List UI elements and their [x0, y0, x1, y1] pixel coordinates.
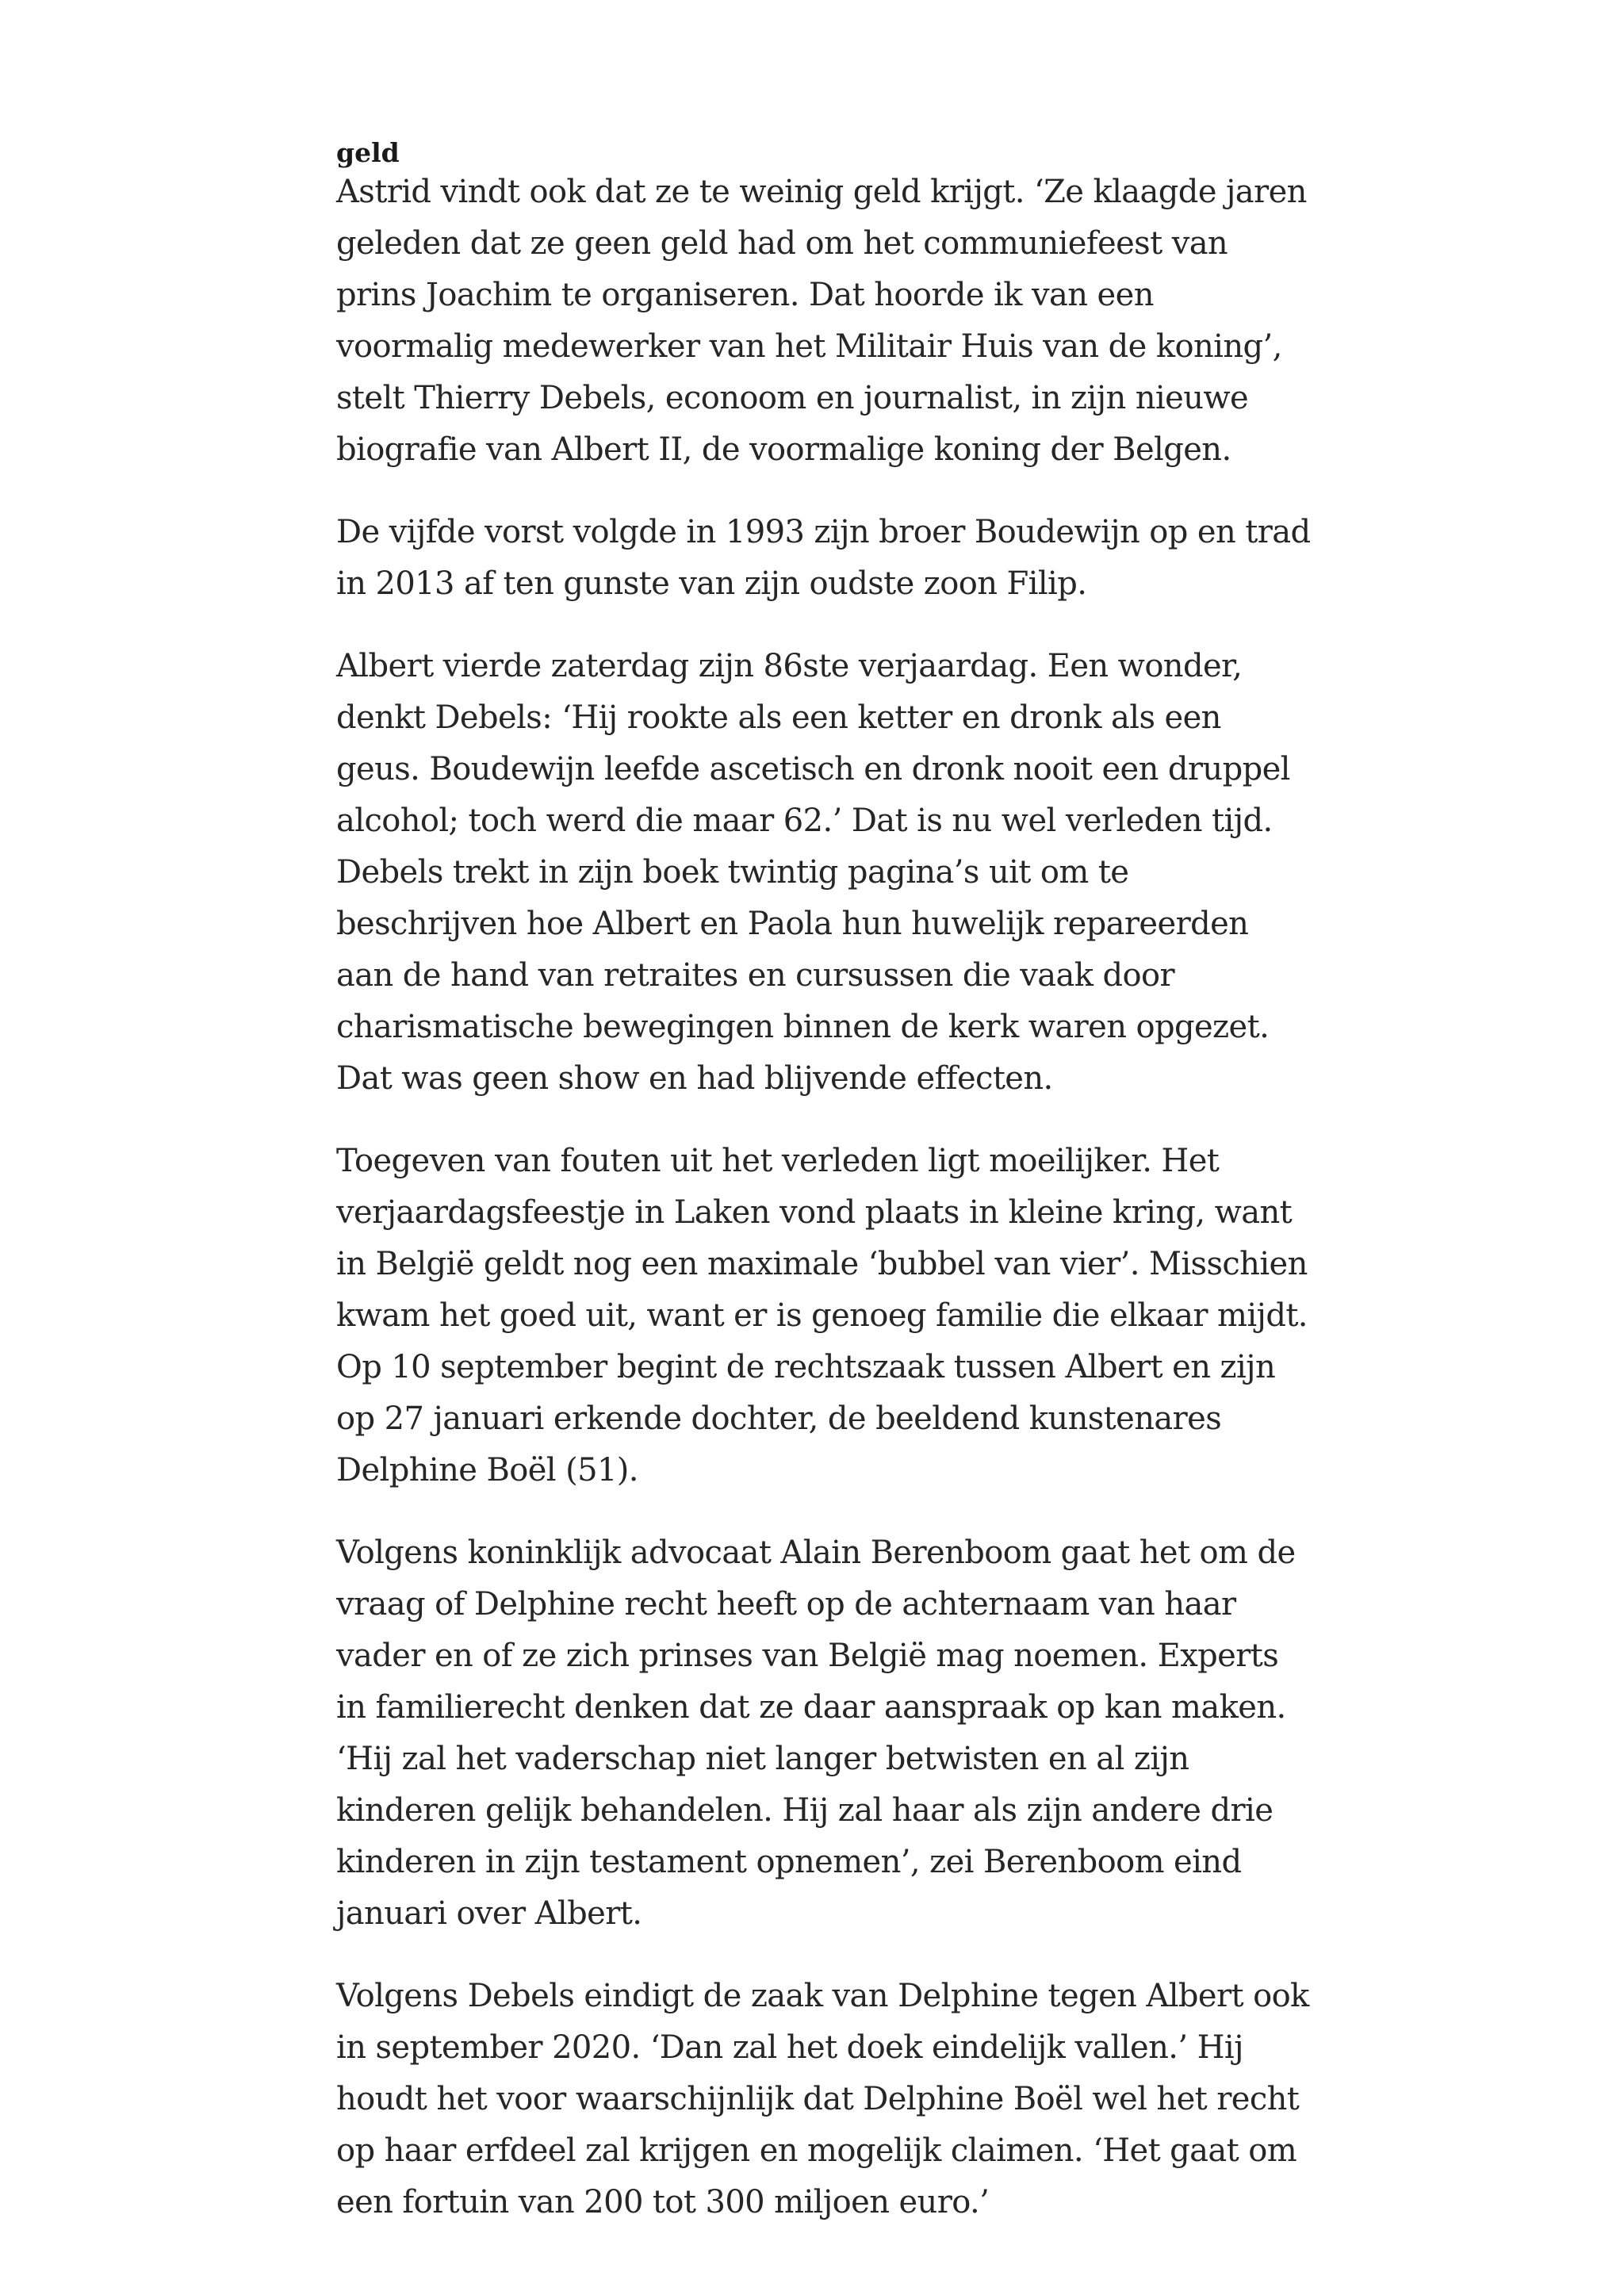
paragraph-4: Toegeven van fouten uit het verleden ligt moeilijker. Het verjaardagsfeestje in Laken vond plaats in kleine kring, want in België geldt nog een maximale ‘bubbel van vier’. Misschien kwam het goed uit, want er is genoeg familie die elkaar mijdt. Op 10 september begint de rechtszaak tussen Albert en zijn op 27 januari erkende dochter, de beeldend kunstenares Delphine Boël (51). [336, 1143, 1308, 1488]
paragraph-5: Volgens koninklijk advocaat Alain Berenboom gaat het om de vraag of Delphine recht heeft op de achternaam van haar vader en of ze zich prinses van België mag noemen. Experts in familierecht denken dat ze daar aanspraak op kan maken. ‘Hij zal het vaderschap niet langer betwisten en al zijn kinderen gelijk behandelen. Hij zal haar als zijn andere drie kinderen in zijn testament opnemen’, zei Berenboom eind januari over Albert. [336, 1534, 1296, 1932]
paragraph-6: Volgens Debels eindigt de zaak van Delphine tegen Albert ook in september 2020. ‘Dan zal het doek eindelijk vallen.’ Hij houdt het voor waarschijnlijk dat Delphine Boël wel het recht op haar erfdeel zal krijgen en mogelijk claimen. ‘Het gaat om een fortuin van 200 tot 300 miljoen euro.’ [336, 1978, 1309, 2220]
paragraph-3: Albert vierde zaterdag zijn 86ste verjaardag. Een wonder, denkt Debels: ‘Hij rookte als een ketter en dronk als een geus. Boudewijn leefde ascetisch en dronk nooit een druppel alcohol; toch werd die maar 62.’ Dat is nu wel verleden tijd. Debels trekt in zijn boek twintig pagina’s uit om te beschrijven hoe Albert en Paola hun huwelijk repareerden aan de hand van retraites en cursussen die vaak door charismatische bewegingen binnen de kerk waren opgezet. Dat was geen show en had blijvende effecten. [336, 648, 1290, 1097]
article-body [336, 135, 1312, 2220]
section-heading: geld [336, 137, 400, 168]
paragraph-2: De vijfde vorst volgde in 1993 zijn broer Boudewijn op en trad in 2013 af ten gunste van zijn oudste zoon Filip. [336, 514, 1311, 602]
paragraph-1: Astrid vindt ook dat ze te weinig geld krijgt. ‘Ze klaagde jaren geleden dat ze geen geld had om het communiefeest van prins Joachim te organiseren. Dat hoorde ik van een voormalig medewerker van het Militair Huis van de koning’, stelt Thierry Debels, econoom en journalist, in zijn nieuwe biografie van Albert II, de voormalige koning der Belgen. [336, 174, 1307, 468]
